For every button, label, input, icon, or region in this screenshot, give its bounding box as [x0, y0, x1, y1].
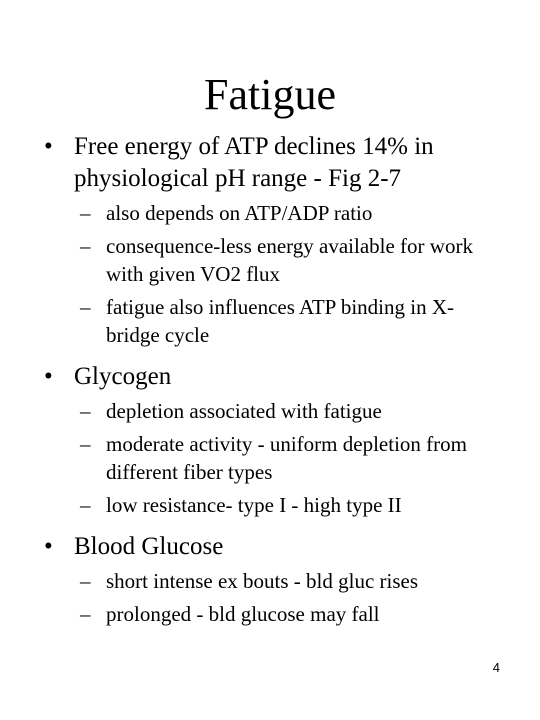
- sub-bullet-text: consequence-less energy available for work with given VO2 flux: [106, 234, 473, 286]
- slide-content: [0, 131, 540, 628]
- sub-bullet-text: fatigue also influences ATP binding in X-bridge cycle: [106, 295, 454, 347]
- bullet-marker: •: [44, 133, 53, 160]
- sub-bullet-marker: –: [80, 432, 91, 456]
- sub-bullet-text: short intense ex bouts - bld gluc rises: [106, 569, 419, 593]
- bullet-text: Free energy of ATP declines 14% in physiological pH range - Fig 2-7: [74, 133, 434, 192]
- sub-bullet-marker: –: [80, 569, 91, 593]
- bullet-text: Blood Glucose: [74, 533, 224, 560]
- sub-bullet-text: low resistance- type I - high type II: [106, 493, 402, 517]
- sub-bullet-text: depletion associated with fatigue: [106, 399, 382, 423]
- sub-bullet-fiber-types: [0, 491, 496, 519]
- bullet-blood-glucose: [0, 531, 504, 563]
- sub-bullet-depletion-fatigue: [0, 397, 496, 425]
- bullet-marker: •: [44, 533, 53, 560]
- sub-bullet-text: moderate activity - uniform depletion from different fiber types: [106, 432, 467, 484]
- page-number: 4: [492, 660, 500, 675]
- bullet-text: Glycogen: [74, 363, 172, 390]
- sub-bullet-marker: –: [80, 602, 91, 626]
- sub-bullet-text: prolonged - bld glucose may fall: [106, 602, 380, 626]
- bullet-atp-free-energy: [0, 131, 504, 195]
- sub-bullet-marker: –: [80, 234, 91, 258]
- sub-bullet-less-energy: [0, 232, 496, 288]
- sub-bullet-short-bouts: [0, 567, 496, 595]
- sub-bullet-marker: –: [80, 295, 91, 319]
- sub-bullet-uniform-depletion: [0, 430, 496, 486]
- sub-bullet-marker: –: [80, 399, 91, 423]
- sub-bullet-marker: –: [80, 493, 91, 517]
- slide-title: Fatigue: [204, 70, 336, 119]
- sub-bullet-atp-binding: [0, 293, 496, 349]
- sub-bullet-marker: –: [80, 201, 91, 225]
- bullet-marker: •: [44, 363, 53, 390]
- sub-bullet-atp-adp-ratio: [0, 199, 496, 227]
- sub-bullet-prolonged: [0, 600, 496, 628]
- sub-bullet-text: also depends on ATP/ADP ratio: [106, 201, 373, 225]
- bullet-glycogen: [0, 361, 504, 393]
